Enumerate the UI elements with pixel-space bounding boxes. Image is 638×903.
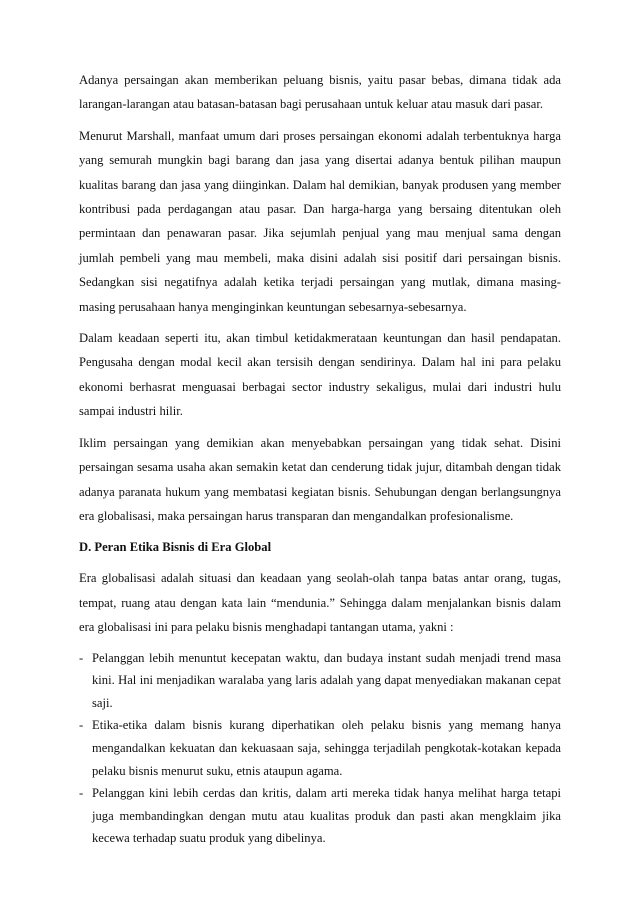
list-item [79,714,561,782]
list-item [79,782,561,850]
paragraph-inequality: Dalam keadaan seperti itu, akan timbul ketidakmerataan keuntungan dan hasil pendapatan. Pengusaha dengan modal kecil akan tersisih dengan sendirinya. Dalam hal ini para pelaku ekonomi berhasrat menguasai berbagai sector industry sekaligus, mulai dari industri hulu sampai industri hilir. [79,331,561,419]
document-page [79,68,561,850]
list-item-text: Etika-etika dalam bisnis kurang diperhatikan oleh pelaku bisnis yang memang hanya mengandalkan kekuatan dan kekuasaan saja, sehingga terjadilah pengkotak-kotakan kepada pelaku bisnis menurut suku, etnis ataupun agama. [92,718,561,778]
list-item-text: Pelanggan kini lebih cerdas dan kritis, dalam arti mereka tidak hanya melihat harga tetapi juga membandingkan dengan mutu atau kualitas produk dan pasti akan mengklaim jika kecewa terhadap suatu produk yang dibelinya. [92,786,561,846]
challenges-list [79,647,561,850]
section-heading: D. Peran Etika Bisnis di Era Global [79,540,272,555]
bullet-dash: - [79,786,84,801]
bullet-dash: - [79,650,84,665]
paragraph-competition-opportunity: Adanya persaingan akan memberikan peluang bisnis, yaitu pasar bebas, dimana tidak ada larangan-larangan atau batasan-batasan bagi perusahaan untuk keluar atau masuk dari pasar. [79,73,561,112]
bullet-dash: - [79,718,84,733]
paragraph-unhealthy-competition: Iklim persaingan yang demikian akan menyebabkan persaingan yang tidak sehat. Disini persaingan sesama usaha akan semakin ketat dan cenderung tidak jujur, ditambah dengan tidak adanya paranata hukum yang membatasi kegiatan bisnis. Sehubungan dengan berlangsungnya era globalisasi, maka persaingan harus transparan dan mengandalkan profesionalisme. [79,435,561,523]
list-item [79,647,561,715]
paragraph-globalization-intro: Era globalisasi adalah situasi dan keadaan yang seolah-olah tanpa batas antar orang, tugas, tempat, ruang atau dengan kata lain “mendunia.” Sehingga dalam menjalankan bisnis dalam era globalisasi ini para pelaku bisnis menghadapi tantangan utama, yakni : [79,571,561,635]
list-item-text: Pelanggan lebih menuntut kecepatan waktu, dan budaya instant sudah menjadi trend masa kini. Hal ini menjadikan waralaba yang laris adalah yang dapat menyediakan makanan cepat saji. [92,650,561,710]
paragraph-marshall-benefits: Menurut Marshall, manfaat umum dari proses persaingan ekonomi adalah terbentuknya harga yang semurah mungkin bagi barang dan jasa yang disertai adanya bentuk pilihan maupun kualitas barang dan jasa yang diinginkan. Dalam hal demikian, banyak produsen yang member kontribusi pada perdagangan atau pasar. Dan harga-harga yang bersaing ditentukan oleh permintaan dan penawaran pasar. Jika sejumlah penjual yang mau menjual sama dengan jumlah pembeli yang mau membeli, maka disini adalah sisi positif dari persaingan bisnis. Sedangkan sisi negatifnya adalah ketika terjadi persaingan yang mutlak, dimana masing-masing perusahaan hanya menginginkan keuntungan sebesarnya-sebesarnya. [79,128,561,314]
